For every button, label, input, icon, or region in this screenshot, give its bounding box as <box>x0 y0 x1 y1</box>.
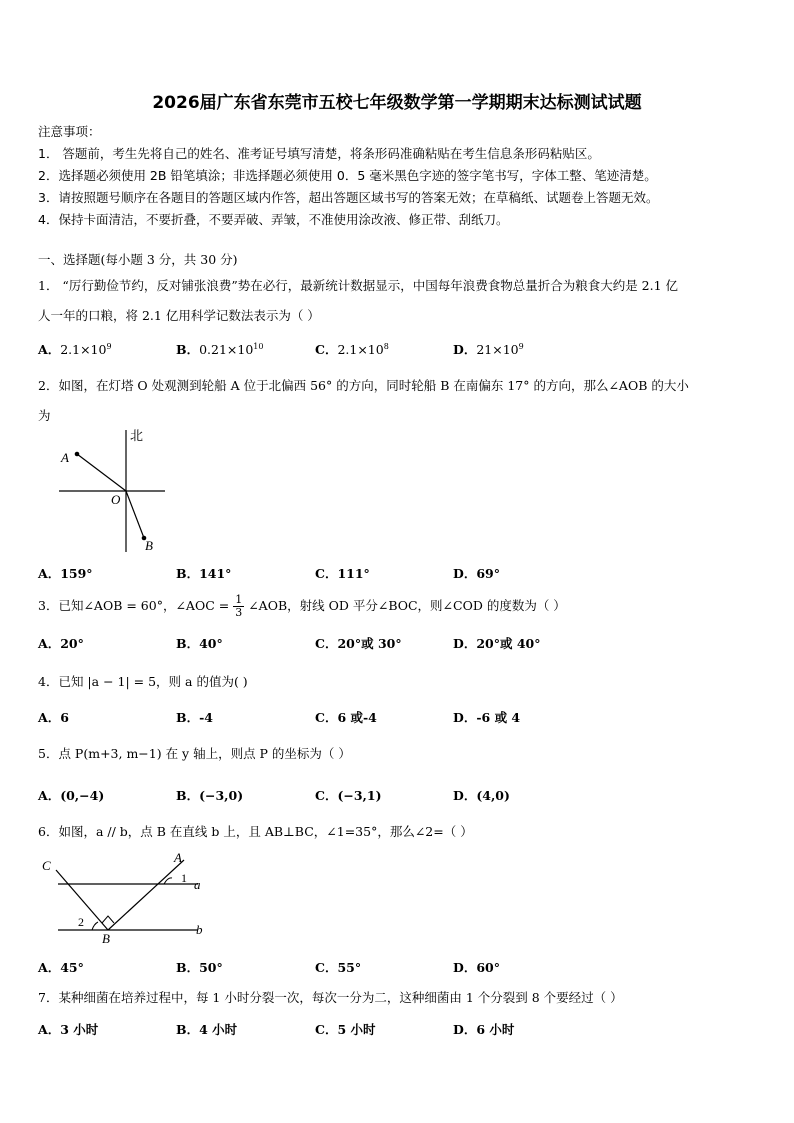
q2-option-c[interactable]: C．111° <box>315 566 370 581</box>
q2-compass-figure <box>50 426 180 560</box>
label-line-b: b <box>196 922 203 937</box>
q1-option-d[interactable]: D．$21\times 10^9$ <box>453 341 524 357</box>
q1-option-c[interactable]: C．$2.1\times 10^8$ <box>315 341 389 357</box>
q6-parallel-lines-figure <box>36 846 216 950</box>
q3-fraction-den: 3 <box>235 606 243 619</box>
q3-fraction-num: 1 <box>235 593 243 606</box>
label-a: A <box>61 450 69 465</box>
q4-option-c[interactable]: C．6 或-4 <box>315 710 377 725</box>
q7-option-b[interactable]: B．4 小时 <box>176 1022 238 1037</box>
q4-stem: 4．已知 |a − 1| = 5，则 a 的值为( ) <box>38 674 248 689</box>
q4-option-b[interactable]: B．-4 <box>176 710 213 725</box>
notice-item-1: 1． 答题前，考生先将自己的姓名、准考证号填写清楚，将条形码准确粘贴在考生信息条形码粘贴区。 <box>38 146 600 161</box>
angle-1-arc <box>164 878 172 884</box>
notice-item-3: 3．请按照题号顺序在各题目的答题区域内作答，超出答题区域书写的答案无效；在草稿纸、试题卷上答题无效。 <box>38 190 659 205</box>
label-c: C <box>42 858 51 873</box>
q1-option-b[interactable]: B．$0.21\times 10^{10}$ <box>176 341 264 357</box>
q2-option-a[interactable]: A．159° <box>38 566 93 581</box>
q7-option-a[interactable]: A．3 小时 <box>38 1022 99 1037</box>
label-line-a: a <box>194 877 201 892</box>
q5-option-c[interactable]: C．(−3,1) <box>315 788 382 803</box>
q3-option-c[interactable]: C．20°或 30° <box>315 636 402 651</box>
q2-option-d[interactable]: D．69° <box>453 566 500 581</box>
label-b: B <box>145 538 153 553</box>
notice-item-4: 4．保持卡面清洁，不要折叠，不要弄破、弄皱，不准使用涂改液、修正带、刮纸刀。 <box>38 212 509 227</box>
q3-part2: ∠AOB，射线 OD 平分∠BOC，则∠COD 的度数为（ ） <box>248 598 566 613</box>
q4-option-d[interactable]: D．-6 或 4 <box>453 710 521 725</box>
q6-option-c[interactable]: C．55° <box>315 960 362 975</box>
q1-line1: 1． “厉行勤俭节约，反对铺张浪费”势在必行，最新统计数据显示，中国每年浪费食物总量折合为粮食大约是 2.1 亿 <box>38 278 679 293</box>
right-angle-mark <box>102 916 114 923</box>
label-angle-1: 1 <box>181 871 187 885</box>
q4-option-a[interactable]: A．6 <box>38 710 69 725</box>
ray-ob <box>126 491 144 538</box>
q3-part1: 3．已知∠AOB = 60°，∠AOC = <box>38 598 230 613</box>
q3-option-b[interactable]: B．40° <box>176 636 223 651</box>
angle-2-arc <box>92 922 98 930</box>
q6-stem: 6．如图，a // b，点 B 在直线 b 上，且 AB⊥BC，∠1=35°，那么∠2=（ ） <box>38 824 473 839</box>
q2-line1: 2．如图，在灯塔 O 处观测到轮船 A 位于北偏西 56° 的方向，同时轮船 B 在南偏东 17° 的方向，那么∠AOB 的大小 <box>38 378 689 393</box>
q7-option-c[interactable]: C．5 小时 <box>315 1022 376 1037</box>
q1-option-a[interactable]: A．$2.1\times 10^9$ <box>38 341 112 357</box>
label-angle-2: 2 <box>78 915 84 929</box>
ray-oa <box>77 454 126 491</box>
q7-option-d[interactable]: D．6 小时 <box>453 1022 515 1037</box>
section-heading: 一、选择题(每小题 3 分，共 30 分) <box>38 252 238 267</box>
q2-option-b[interactable]: B．141° <box>176 566 232 581</box>
q3-fraction <box>233 594 244 619</box>
label-o: O <box>111 492 121 507</box>
q5-option-a[interactable]: A．(0,−4) <box>38 788 105 803</box>
label-b-point: B <box>102 931 110 946</box>
q5-stem: 5．点 P(m+3, m−1) 在 y 轴上，则点 P 的坐标为（ ） <box>38 746 351 761</box>
q6-option-b[interactable]: B．50° <box>176 960 223 975</box>
q1-line2: 人一年的口粮，将 2.1 亿用科学记数法表示为（ ） <box>38 308 320 323</box>
notice-heading: 注意事项： <box>38 124 101 139</box>
q6-option-d[interactable]: D．60° <box>453 960 500 975</box>
point-a <box>75 452 80 457</box>
q3-stem <box>38 594 566 619</box>
ray-ba <box>108 860 184 930</box>
label-a-point: A <box>174 850 182 865</box>
q2-line2: 为 <box>38 408 51 423</box>
notice-item-2: 2．选择题必须使用 2B 铅笔填涂；非选择题必须使用 0．5 毫米黑色字迹的签字笔书写，字体工整、笔迹清楚。 <box>38 168 657 183</box>
page-title: 2026届广东省东莞市五校七年级数学第一学期期末达标测试试题 <box>152 93 642 113</box>
north-label: 北 <box>130 428 144 443</box>
q6-option-a[interactable]: A．45° <box>38 960 84 975</box>
q5-option-d[interactable]: D．(4,0) <box>453 788 510 803</box>
q7-stem: 7．某种细菌在培养过程中，每 1 小时分裂一次，每次一分为二，这种细菌由 1 个分裂到 8 个要经过（ ） <box>38 990 623 1005</box>
q3-option-a[interactable]: A．20° <box>38 636 84 651</box>
q5-option-b[interactable]: B．(−3,0) <box>176 788 244 803</box>
q3-option-d[interactable]: D．20°或 40° <box>453 636 541 651</box>
